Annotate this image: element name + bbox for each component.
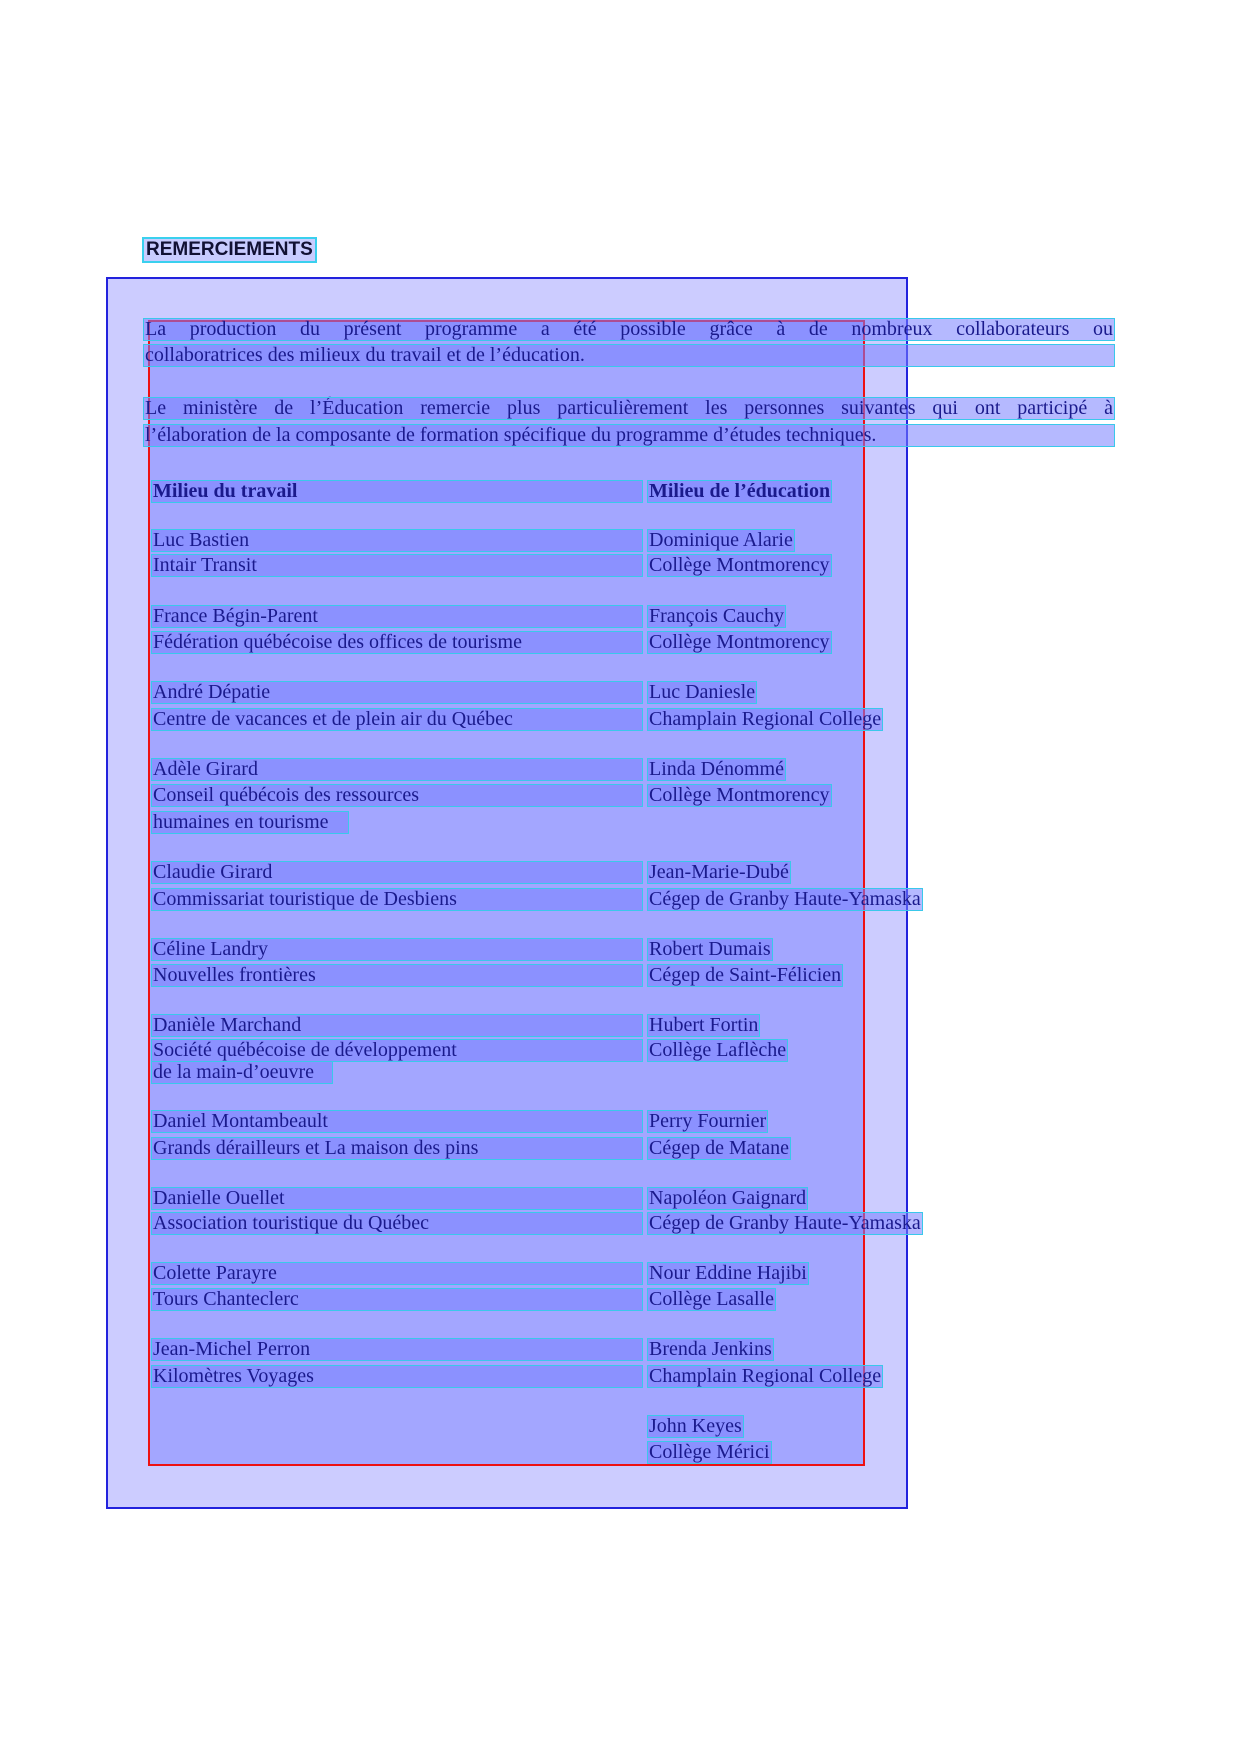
workplace-org: Association touristique du Québec [152, 1213, 642, 1234]
thanks-line-1: Le ministère de l’Éducation remercie plus particulièrement les personnes suivantes qui ont participé à [145, 397, 1113, 419]
education-org: Collège Montmorency [649, 784, 830, 806]
education-name: Dominique Alarie [649, 529, 793, 551]
education-org: Collège Laflèche [649, 1039, 787, 1061]
education-name: Napoléon Gaignard [649, 1187, 807, 1209]
education-org: Cégep de Granby Haute-Yamaska [649, 1212, 921, 1234]
education-org: Champlain Regional College [649, 1365, 882, 1387]
education-name: Jean-Marie-Dubé [649, 861, 789, 883]
workplace-org: Conseil québécois des ressources [152, 785, 642, 806]
education-org: Collège Montmorency [649, 554, 830, 576]
education-name: Robert Dumais [649, 938, 771, 960]
education-org: Cégep de Granby Haute-Yamaska [649, 888, 921, 910]
workplace-org: Centre de vacances et de plein air du Québec [152, 709, 642, 730]
page-heading: REMERCIEMENTS [146, 239, 313, 260]
workplace-org: Fédération québécoise des offices de tourisme [152, 632, 642, 653]
education-name: Luc Daniesle [649, 681, 756, 703]
workplace-name: Daniel Montambeault [152, 1111, 642, 1132]
workplace-org: Intair Transit [152, 555, 642, 576]
education-org: Collège Montmorency [649, 631, 830, 653]
workplace-name: Céline Landry [152, 939, 642, 960]
workplace-org: Commissariat touristique de Desbiens [152, 889, 642, 910]
workplace-org: de la main-d’oeuvre [152, 1062, 332, 1083]
workplace-name: France Bégin-Parent [152, 606, 642, 627]
education-org: Champlain Regional College [649, 708, 882, 730]
education-name: Perry Fournier [649, 1110, 767, 1132]
education-org: Cégep de Matane [649, 1137, 789, 1159]
education-name: François Cauchy [649, 605, 784, 627]
intro-line-2: collaboratrices des milieux du travail et de l’éducation. [144, 345, 1114, 366]
workplace-name: Danièle Marchand [152, 1015, 642, 1036]
workplace-org: Tours Chanteclerc [152, 1289, 642, 1310]
column-header-education: Milieu de l’éducation [649, 480, 831, 502]
workplace-org: Nouvelles frontières [152, 965, 642, 986]
column-header-workplace: Milieu du travail [152, 481, 642, 502]
education-org: Collège Mérici [649, 1441, 770, 1463]
education-name: John Keyes [649, 1415, 742, 1437]
education-org: Collège Lasalle [649, 1288, 774, 1310]
workplace-org: humaines en tourisme [152, 812, 348, 833]
workplace-org: Société québécoise de développement [152, 1040, 642, 1061]
intro-line-1: La production du présent programme a été possible grâce à de nombreux collaborateurs ou [145, 318, 1113, 340]
thanks-line-2: l’élaboration de la composante de formation spécifique du programme d’études techniques. [144, 425, 1114, 446]
workplace-name: Claudie Girard [152, 862, 642, 883]
education-name: Hubert Fortin [649, 1014, 759, 1036]
education-name: Brenda Jenkins [649, 1338, 772, 1360]
workplace-org: Grands dérailleurs et La maison des pins [152, 1138, 642, 1159]
workplace-name: Luc Bastien [152, 530, 642, 551]
workplace-name: Jean-Michel Perron [152, 1339, 642, 1360]
workplace-org: Kilomètres Voyages [152, 1366, 642, 1387]
education-name: Linda Dénommé [649, 758, 784, 780]
workplace-name: Danielle Ouellet [152, 1188, 642, 1209]
education-name: Nour Eddine Hajibi [649, 1262, 807, 1284]
workplace-name: André Dépatie [152, 682, 642, 703]
education-org: Cégep de Saint-Félicien [649, 964, 842, 986]
workplace-name: Adèle Girard [152, 759, 642, 780]
workplace-name: Colette Parayre [152, 1263, 642, 1284]
